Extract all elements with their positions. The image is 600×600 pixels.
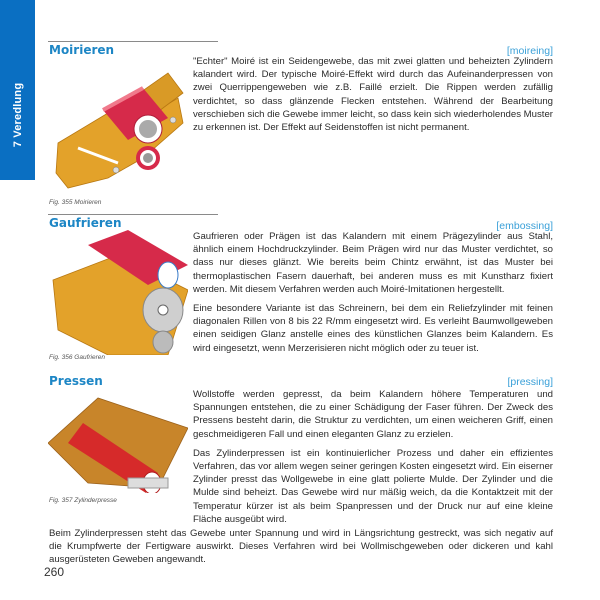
figure-gaufrieren	[48, 230, 188, 355]
section-heading-moirieren: Moirieren	[49, 43, 115, 57]
figure-moirieren	[48, 58, 188, 198]
section-text-pressen-a	[193, 388, 553, 526]
paragraph: Beim Zylinderpressen steht das Gewebe unter Spannung und wird in Längsrichtung gestreckt, was sich negativ auf die Krumpfwerte der Fertigware auswirkt. Dieses Verfahren wird bei Wollmischgeweben oder dickeren und kahl ausgerüsteten Geweben angewandt.	[49, 528, 553, 566]
figure-zylinderpresse	[48, 388, 188, 493]
chapter-tab-label: 7 Veredlung	[11, 82, 24, 148]
section-text-gaufrieren	[193, 230, 553, 355]
figure-caption: Fig. 357 Zylinderpresse	[49, 497, 117, 504]
term-embossing: [embossing]	[496, 220, 553, 232]
figure-caption: Fig. 356 Gaufrieren	[49, 354, 106, 361]
section-rule	[48, 214, 218, 215]
paragraph: Das Zylinderpressen ist ein kontinuierlicher Prozess und daher ein effizientes Verfahren, das vor allem wegen seiner geringen Kosten eingesetzt wird. Ein eiserner Zylinder presst das Wollgewebe in eine glatt polierte Mulde. Der Zylinder und die Mulde sind beheizt. Das Gewebe wird nur mäßig weich, da die Kontaktzeit mit der Temperatur kürzer ist als beim Spanpressen und der Druck nur auf eine kleine Fläche ausgeübt wird.	[193, 447, 553, 525]
section-text-pressen-b	[49, 527, 553, 567]
term-moireing: [moireing]	[506, 45, 553, 57]
figure-caption: Fig. 355 Moirieren	[49, 199, 102, 206]
paragraph: Wollstoffe werden gepresst, da beim Kalandern höhere Temperaturen und Spannungen entstehen, die zu einer Schädigung der Faser führen. Der Zweck des Pressens besteht darin, die Struktur zu verdichten, um einen weicheren Griff, einen geschmeidigeren Fall und einen eleganten Glanz zu erzielen.	[193, 389, 553, 440]
section-heading-pressen: Pressen	[49, 374, 103, 388]
page-number: 260	[44, 565, 65, 579]
term-pressing: [pressing]	[507, 376, 553, 388]
paragraph: Gaufrieren oder Prägen ist das Kalandern mit einem Prägezylinder aus Stahl, ähnlich einem Hochdruckzylinder. Beim Prägen wird nur das Muster verdichtet, so dass nur dieses glänzt. Wie bereits beim Chintz erwähnt, ist das Muster bei thermoplastischen Fasern dauerhaft, bei anderen muss es mit Kunstharz fixiert werden. Mit diesem Verfahren werden auch Moiré-Imitationen hergestellt.	[193, 231, 553, 295]
section-text-moirieren	[193, 55, 553, 134]
paragraph: Eine besondere Variante ist das Schreinern, bei dem ein Reliefzylinder mit feinen diagonalen Rillen von 8 bis 22 R/mm eingesetzt wird. Es verleiht Baumwollgeweben einen seidigen Glanz anstelle eines des künstlichen Glanzes beim Kalandern. Es wird eingesetzt, wenn Merzerisieren nicht möglich oder zu teuer ist.	[193, 303, 553, 354]
section-rule	[48, 41, 218, 42]
lower-roller	[136, 146, 160, 170]
section-heading-gaufrieren: Gaufrieren	[49, 216, 122, 230]
chapter-tab	[0, 0, 35, 180]
paragraph: "Echter" Moiré ist ein Seidengewebe, das mit zwei glatten und beheizten Zylindern kalandert wird. Der typische Moiré-Effekt wird durch das Aufeinanderpressen von zwei Querrippengeweben wie z.B. Faillé erzielt. Die Rippen werden zufällig verdichtet, so dass glänzende Flecken entstehen. Während der Bearbeitung verschieben sich die Gewebe immer leicht, so dass kein sich wiederholendes Muster zu erkennen ist. Der Effekt auf Seidenstoffen ist nicht permanent.	[193, 56, 553, 134]
